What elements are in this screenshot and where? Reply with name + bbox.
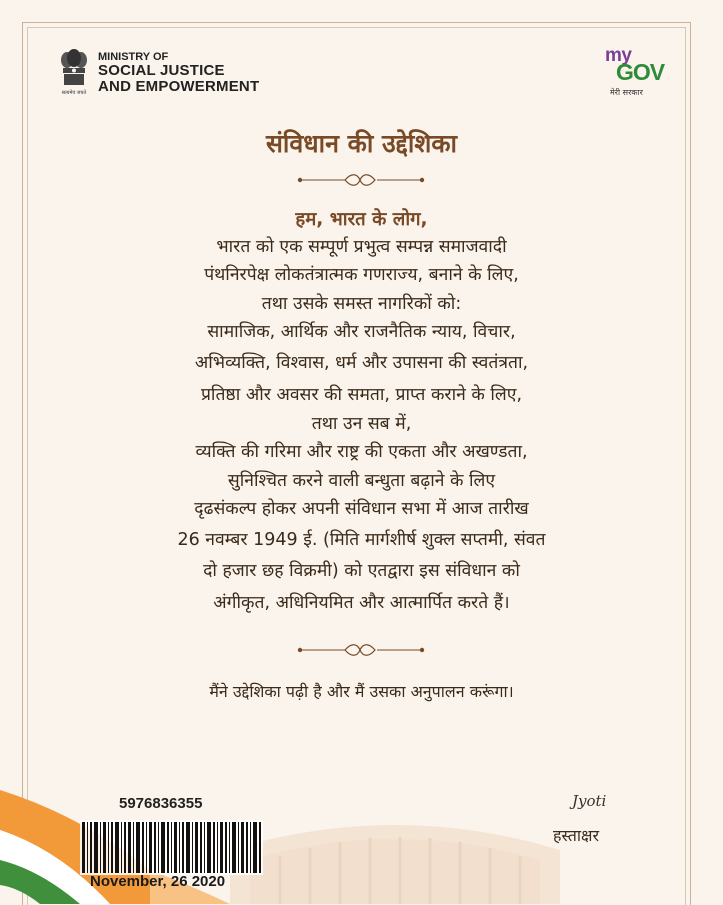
preamble-line: दृढसंकल्प होकर अपनी संविधान सभा में आज तारीख	[194, 498, 529, 519]
signature-label: हस्ताक्षर	[553, 826, 600, 845]
signature: Jyoti	[572, 792, 607, 810]
preamble-line: अंगीकृत, अधिनियमित और आत्मार्पित करते हैं।	[213, 592, 510, 613]
preamble-line: हम, भारत के लोग,	[295, 209, 428, 230]
preamble-text	[0, 205, 723, 619]
certificate-number: 5976836355	[119, 795, 203, 812]
state-emblem-icon	[58, 47, 90, 97]
ministry-line2: SOCIAL JUSTICE	[98, 62, 225, 80]
ornament-divider-bottom	[297, 643, 425, 657]
preamble-line: व्यक्ति की गरिमा और राष्ट्र की एकता और अखण्डता,	[195, 441, 528, 462]
barcode-graphic	[80, 820, 263, 875]
preamble-line: 26 नवम्बर 1949 ई. (मिति मार्गशीर्ष शुक्ल सप्तमी, संवत	[177, 530, 546, 551]
preamble-line: सामाजिक, आर्थिक और राजनैतिक न्याय, विचार,	[207, 322, 516, 343]
ornament-divider-top	[297, 173, 425, 187]
emblem-caption: सत्यमेव जयते	[61, 90, 87, 96]
page-title: संविधान की उद्देशिका	[265, 129, 458, 158]
preamble-line: दो हजार छह विक्रमी) को एतद्वारा इस संविधान को	[203, 561, 520, 582]
pledge-text: मैंने उद्देशिका पढ़ी है और मैं उसका अनुपालन करूंगा।	[209, 682, 514, 701]
mygov-gov: GOV	[616, 59, 665, 85]
preamble-line: पंथनिरपेक्ष लोकतंत्रात्मक गणराज्य, बनाने के लिए,	[204, 265, 519, 285]
ministry-line1: MINISTRY OF	[98, 51, 169, 63]
preamble-line: तथा उसके समस्त नागरिकों को:	[261, 294, 462, 315]
pledge-date: November, 26 2020	[90, 873, 226, 890]
preamble-line: तथा उन सब में,	[311, 413, 412, 434]
preamble-line: सुनिश्चित करने वाली बन्धुता बढ़ाने के लिए	[227, 470, 496, 491]
ministry-name	[98, 52, 259, 94]
mygov-logo	[603, 45, 669, 97]
mygov-tagline: मेरी सरकार	[610, 88, 643, 97]
preamble-line: भारत को एक सम्पूर्ण प्रभुत्व सम्पन्न समाजवादी	[216, 237, 507, 257]
mygov-my: my	[605, 45, 632, 66]
preamble-line: अभिव्यक्ति, विश्वास, धर्म और उपासना की स्वतंत्रता,	[194, 353, 529, 374]
ministry-line3: AND EMPOWERMENT	[98, 77, 260, 95]
preamble-line: प्रतिष्ठा और अवसर की समता, प्राप्त कराने के लिए,	[200, 384, 523, 405]
